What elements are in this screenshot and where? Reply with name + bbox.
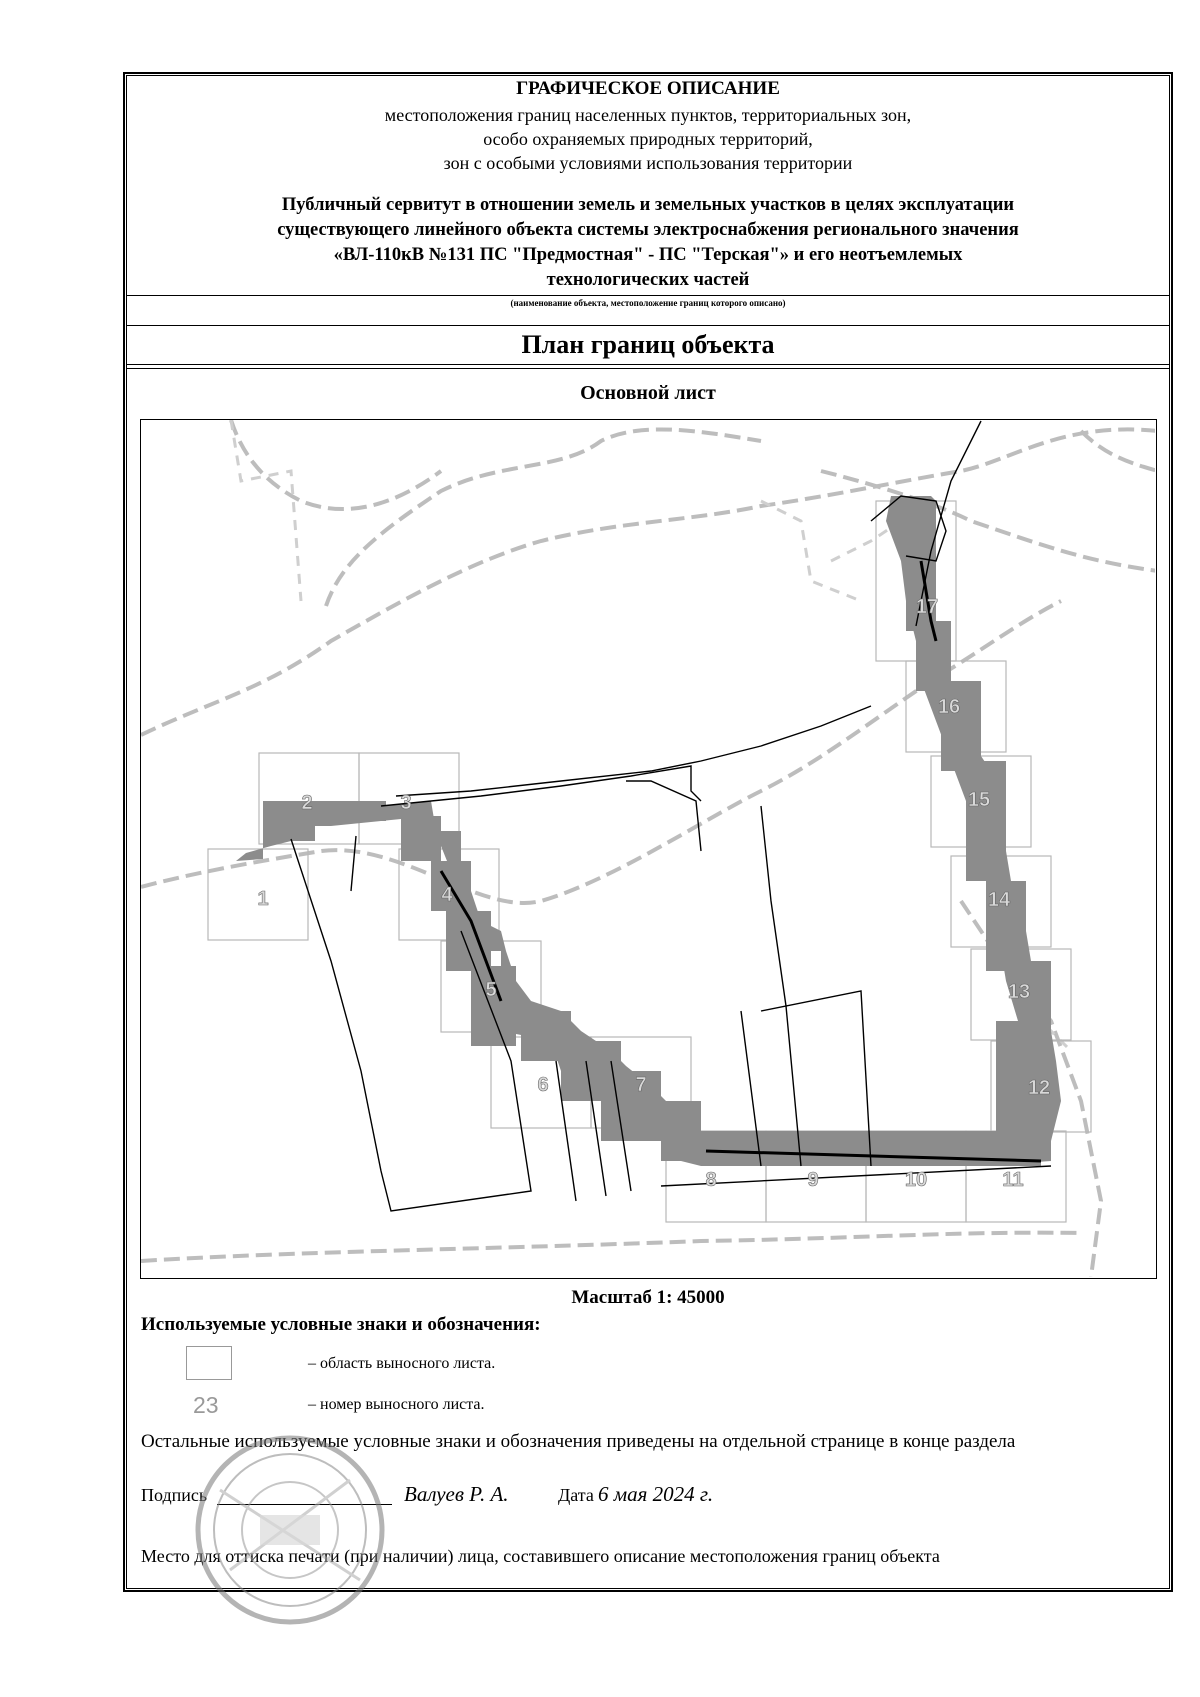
legend-sheet-number-text: – номер выносного листа.	[308, 1396, 485, 1413]
sheet-number-1: 1	[257, 888, 269, 910]
divider	[126, 295, 1170, 296]
divider	[126, 325, 1170, 326]
sheet-number-11: 11	[1002, 1169, 1024, 1191]
boundary-map	[140, 419, 1157, 1279]
sheet-number-4: 4	[441, 884, 453, 906]
document-title: ГРАФИЧЕСКОЕ ОПИСАНИЕ	[516, 78, 780, 99]
legend-sheet-area-text: – область выносного листа.	[308, 1355, 496, 1372]
signer-name: Валуев Р. А.	[404, 1482, 509, 1506]
stamp-place-text: Место для оттиска печати (при наличии) лица, составившего описание местоположения границ объекта	[141, 1546, 940, 1566]
sheet-number-17: 17	[915, 596, 939, 618]
plan-title: План границ объекта	[521, 330, 775, 359]
sheet-title: Основной лист	[580, 382, 716, 404]
sheet-number-3: 3	[400, 792, 412, 814]
divider	[126, 368, 1170, 369]
legend-note: Остальные используемые условные знаки и обозначения приведены на отдельной странице в конце раздела	[141, 1431, 1016, 1452]
date-value: 6 мая 2024 г.	[598, 1482, 714, 1506]
sheet-number-7: 7	[635, 1074, 647, 1096]
sheet-number-2: 2	[301, 792, 313, 814]
sheet-number-10: 10	[904, 1169, 928, 1191]
stamp-seal-image	[190, 1430, 390, 1630]
subtitle-line-2: особо охраняемых природных территорий,	[483, 129, 813, 149]
legend-title: Используемые условные знаки и обозначения:	[141, 1314, 541, 1335]
subtitle-line-1: местоположения границ населенных пунктов, территориальных зон,	[384, 105, 912, 125]
divider	[126, 364, 1170, 365]
object-name: Публичный сервитут в отношении земель и земельных участков в целях эксплуатации существующего линейного объекта системы электроснабжения регионального значения «ВЛ-110кВ №131 ПС "Предмостная" - ПС "Терская"» и его неотъемлемых технологических частей	[277, 195, 1019, 290]
sheet-number-6: 6	[537, 1074, 549, 1096]
sheet-number-15: 15	[967, 789, 991, 811]
sheet-number-5: 5	[485, 979, 497, 1001]
subtitle-line-3: зон с особыми условиями использования территории	[443, 153, 853, 173]
signature-label: Подпись	[141, 1485, 208, 1505]
sheet-number-14: 14	[987, 889, 1011, 911]
legend-sheet-area-symbol	[186, 1346, 232, 1380]
sheet-number-8: 8	[705, 1169, 717, 1191]
date-label: Дата	[558, 1485, 594, 1505]
sheet-number-9: 9	[807, 1169, 819, 1191]
map-scale: Масштаб 1: 45000	[571, 1287, 725, 1308]
object-caption: (наименование объекта, местоположение границ которого описано)	[510, 298, 786, 308]
sheet-number-12: 12	[1027, 1077, 1051, 1099]
sheet-number-16: 16	[937, 696, 961, 718]
legend-sheet-number-sample: 23	[193, 1392, 219, 1418]
sheet-number-13: 13	[1007, 981, 1031, 1003]
